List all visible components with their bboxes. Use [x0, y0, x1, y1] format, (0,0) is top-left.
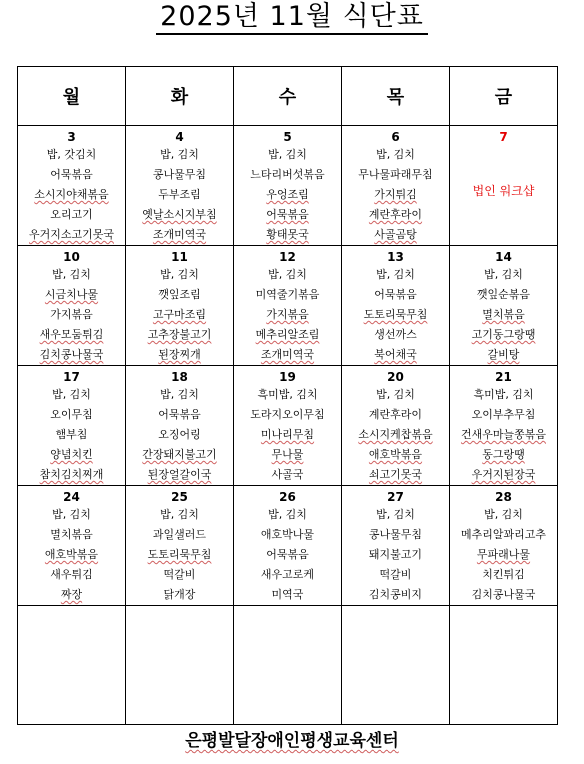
- menu-item: 두부조림: [158, 188, 201, 201]
- menu-item: 밥, 김치: [52, 268, 91, 281]
- menu-item: 밥, 김치: [484, 508, 523, 521]
- day-date: 19: [279, 370, 296, 384]
- menu-item: 밥, 김치: [376, 508, 415, 521]
- empty-week-row: [18, 606, 558, 725]
- day-date: 17: [63, 370, 80, 384]
- menu-item: 동그랑땡: [482, 448, 525, 461]
- menu-item: 밥, 김치: [268, 508, 307, 521]
- footer: [0, 726, 584, 751]
- menu-item: 돼지불고기: [368, 548, 423, 561]
- menu-item: 고기동그랑땡: [471, 328, 536, 341]
- empty-cell: [18, 606, 126, 725]
- menu-item: 된장찌개: [158, 348, 201, 361]
- menu-item: 밥, 김치: [52, 508, 91, 521]
- day-date: 27: [387, 490, 404, 504]
- menu-item: 조개미역국: [152, 228, 207, 241]
- day-date: 12: [279, 250, 296, 264]
- day-cell: [126, 366, 234, 486]
- menu-item: 밥, 김치: [376, 268, 415, 281]
- day-cell: [450, 246, 558, 366]
- day-cell: [18, 126, 126, 246]
- menu-item: 오이무침: [50, 408, 93, 421]
- menu-item: 무나물파래무침: [358, 168, 433, 181]
- menu-item: 떡갈비: [379, 568, 412, 581]
- day-cell: [126, 246, 234, 366]
- day-date: 26: [279, 490, 296, 504]
- menu-item: 밥, 김치: [484, 268, 523, 281]
- menu-item: 밥, 김치: [268, 268, 307, 281]
- day-date: 21: [495, 370, 512, 384]
- week-row: [18, 486, 558, 606]
- menu-item: 고추장불고기: [147, 328, 212, 341]
- menu-item: 짜장: [60, 588, 83, 601]
- day-cell: [450, 486, 558, 606]
- day-cell: [342, 246, 450, 366]
- menu-item: 밥, 김치: [376, 388, 415, 401]
- day-cell: [342, 486, 450, 606]
- menu-item: 밥, 김치: [52, 388, 91, 401]
- menu-item: 도라지오이무침: [250, 408, 325, 421]
- menu-item: 쇠고기못국: [368, 468, 423, 481]
- menu-item: 가지볶음: [50, 308, 93, 321]
- menu-item: 미역국: [271, 588, 304, 601]
- menu-item: 어묵볶음: [374, 288, 417, 301]
- menu-item: 옛날소시지부침: [142, 208, 217, 221]
- day-date: 6: [391, 130, 400, 144]
- menu-item: 김치콩나물국: [39, 348, 104, 361]
- menu-item: 가지볶음: [266, 308, 309, 321]
- page-title: 2025년 11월 식단표: [156, 2, 428, 35]
- menu-body: [18, 126, 558, 725]
- day-cell: [234, 126, 342, 246]
- menu-item: 오이부추무침: [471, 408, 536, 421]
- menu-item: 사골곰탕: [374, 228, 417, 241]
- menu-item: 멸치볶음: [482, 308, 525, 321]
- menu-item: 소시지야채볶음: [34, 188, 109, 201]
- day-cell: [18, 366, 126, 486]
- menu-item: 조개미역국: [260, 348, 315, 361]
- menu-item: 도토리묵무침: [363, 308, 428, 321]
- weekday-header: 수: [234, 67, 342, 126]
- menu-item: 계란후라이: [368, 408, 423, 421]
- week-row: [18, 366, 558, 486]
- menu-item: 밥, 김치: [376, 148, 415, 161]
- menu-item: 애호박볶음: [368, 448, 423, 461]
- day-cell: [18, 486, 126, 606]
- menu-item: 양념치킨: [50, 448, 93, 461]
- menu-item: 시금치나물: [44, 288, 99, 301]
- menu-item: 북어채국: [374, 348, 417, 361]
- menu-item: 갈비탕: [487, 348, 520, 361]
- menu-item: 어묵볶음: [50, 168, 93, 181]
- weekday-header: 목: [342, 67, 450, 126]
- menu-item: 미역줄기볶음: [255, 288, 320, 301]
- day-date: 18: [171, 370, 188, 384]
- menu-item: 메추리알조림: [255, 328, 320, 341]
- day-cell: [450, 126, 558, 246]
- menu-item: 닭개장: [163, 588, 196, 601]
- menu-item: 어묵볶음: [266, 548, 309, 561]
- day-date: 28: [495, 490, 512, 504]
- empty-cell: [234, 606, 342, 725]
- menu-item: 오리고기: [50, 208, 93, 221]
- menu-item: 생선까스: [374, 328, 417, 341]
- menu-item: 멸치볶음: [50, 528, 93, 541]
- week-row: [18, 246, 558, 366]
- weekday-header-row: [18, 67, 558, 126]
- menu-item: 밥, 김치: [160, 388, 199, 401]
- day-date: 25: [171, 490, 188, 504]
- menu-item: 오징어링: [158, 428, 201, 441]
- week-row: [18, 126, 558, 246]
- day-date: 14: [495, 250, 512, 264]
- day-date: 10: [63, 250, 80, 264]
- day-cell: [450, 366, 558, 486]
- menu-item: 사골국: [271, 468, 304, 481]
- weekday-header: 금: [450, 67, 558, 126]
- menu-item: 된장얼갈이국: [147, 468, 212, 481]
- menu-item: 새우고로케: [260, 568, 315, 581]
- menu-item: 미나리무침: [260, 428, 315, 441]
- menu-item: 간장돼지불고기: [142, 448, 217, 461]
- weekday-header: 월: [18, 67, 126, 126]
- day-cell: [126, 486, 234, 606]
- menu-item: 밥, 김치: [160, 508, 199, 521]
- menu-item: 황태못국: [266, 228, 309, 241]
- day-date: 4: [175, 130, 184, 144]
- menu-item: 밥, 김치: [160, 268, 199, 281]
- empty-cell: [450, 606, 558, 725]
- menu-item: 새우모둠튀김: [39, 328, 104, 341]
- menu-item: 콩나물무침: [368, 528, 423, 541]
- day-date: 11: [171, 250, 188, 264]
- menu-item: 참치김치찌개: [39, 468, 104, 481]
- day-date: 24: [63, 490, 80, 504]
- empty-cell: [342, 606, 450, 725]
- day-cell: [126, 126, 234, 246]
- menu-item: 애호박나물: [260, 528, 315, 541]
- menu-item: 건새우마늘쫑볶음: [460, 428, 546, 441]
- menu-table: [17, 66, 558, 725]
- menu-item: 새우튀김: [50, 568, 93, 581]
- menu-item: 김치콩나물국: [471, 588, 536, 601]
- day-date: 7: [499, 130, 508, 144]
- menu-item: 깻잎조림: [158, 288, 201, 301]
- day-cell: [234, 246, 342, 366]
- menu-item: 우거지된장국: [471, 468, 536, 481]
- menu-item: 김치콩비지: [368, 588, 423, 601]
- day-date: 20: [387, 370, 404, 384]
- menu-item: 콩나물무침: [152, 168, 207, 181]
- menu-item: 가지튀김: [374, 188, 417, 201]
- day-cell: [18, 246, 126, 366]
- day-cell: [342, 366, 450, 486]
- menu-item: 우거지소고기못국: [28, 228, 114, 241]
- menu-item: 계란후라이: [368, 208, 423, 221]
- menu-item: 무파래나물: [476, 548, 531, 561]
- day-date: 3: [67, 130, 76, 144]
- menu-item: 우엉조림: [266, 188, 309, 201]
- weekday-header: 화: [126, 67, 234, 126]
- menu-item: 햄부침: [55, 428, 88, 441]
- empty-cell: [126, 606, 234, 725]
- menu-item: 밥, 갓김치: [46, 148, 97, 161]
- day-cell: [234, 366, 342, 486]
- menu-item: 밥, 김치: [160, 148, 199, 161]
- menu-item: 과일샐러드: [152, 528, 207, 541]
- day-cell: [234, 486, 342, 606]
- page-title-wrap: [0, 2, 584, 35]
- day-cell: [342, 126, 450, 246]
- menu-item: 애호박볶음: [44, 548, 99, 561]
- menu-item: 고구마조림: [152, 308, 207, 321]
- menu-item: 어묵볶음: [158, 408, 201, 421]
- menu-item: 깻잎순볶음: [476, 288, 531, 301]
- footer-org-name: 은평발달장애인평생교육센터: [185, 731, 399, 751]
- menu-item: 소시지케찹볶음: [358, 428, 433, 441]
- menu-item: 느타리버섯볶음: [250, 168, 325, 181]
- menu-item: 흑미밥, 김치: [257, 388, 318, 401]
- menu-item: 흑미밥, 김치: [473, 388, 534, 401]
- menu-item: 떡갈비: [163, 568, 196, 581]
- menu-item: 밥, 김치: [268, 148, 307, 161]
- holiday-note: 법인 워크샵: [472, 184, 535, 198]
- menu-item: 어묵볶음: [266, 208, 309, 221]
- menu-item: 무나물: [271, 448, 304, 461]
- menu-item: 치킨튀김: [482, 568, 525, 581]
- menu-item: 도토리묵무침: [147, 548, 212, 561]
- day-date: 13: [387, 250, 404, 264]
- menu-item: 메추리알꽈리고추: [460, 528, 546, 541]
- day-date: 5: [283, 130, 292, 144]
